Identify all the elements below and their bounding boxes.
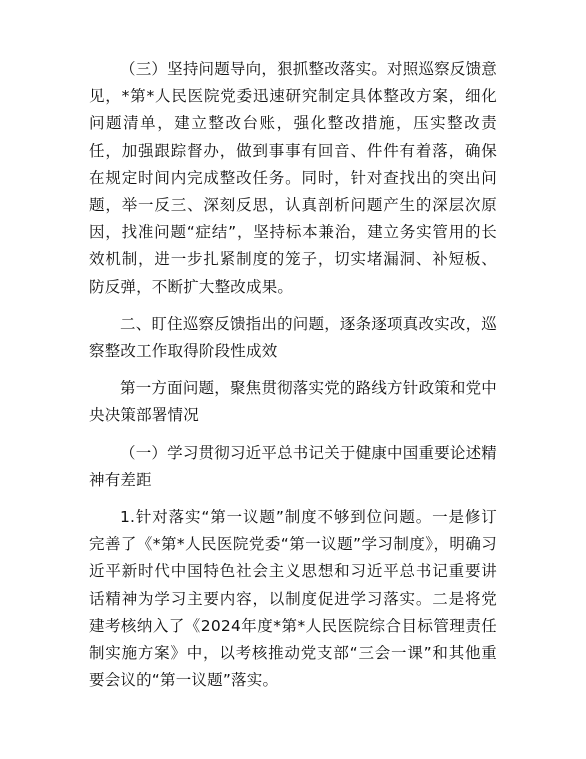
document-body	[89, 56, 497, 694]
section-heading-two: 二、盯住巡察反馈指出的问题，逐条逐项真改实改，巡察整改工作取得阶段性成效	[89, 314, 497, 361]
paragraph-first-agenda-item: 1.针对落实“第一议题”制度不够到位问题。一是修订完善了《*第*人民医院党委“第一议题”学习制度》，明确习近平新时代中国特色社会主义思想和习近平总书记重要讲话精神为学习主要内容，以制度促进学习落实。二是将党建考核纳入了《2024年度*第*人民医院综合目标管理责任制实施方案》中，以考核推动党支部“三会一课”和其他重要会议的“第一议题”落实。	[89, 508, 497, 690]
subsection-heading-first-aspect: 第一方面问题，聚焦贯彻落实党的路线方针政策和党中央决策部署情况	[89, 379, 497, 425]
paragraph-rectification-measures: （三）坚持问题导向，狠抓整改落实。对照巡察反馈意见，*第*人民医院党委迅速研究制定具体整改方案，细化问题清单，建立整改台账，强化整改措施，压实整改责任，加强跟踪督办，做到事事有回音、件件有着落，确保在规定时间内完成整改任务。同时，针对查找出的突出问题，举一反三、深刻反思，认真剖析问题产生的深层次原因，找准问题“症结”，坚持标本兼治，建立务实管用的长效机制，进一步扎紧制度的笼子，切实堵漏洞、补短板、防反弹，不断扩大整改成果。	[89, 60, 497, 296]
item-heading-one: （一）学习贯彻习近平总书记关于健康中国重要论述精神有差距	[89, 443, 497, 489]
